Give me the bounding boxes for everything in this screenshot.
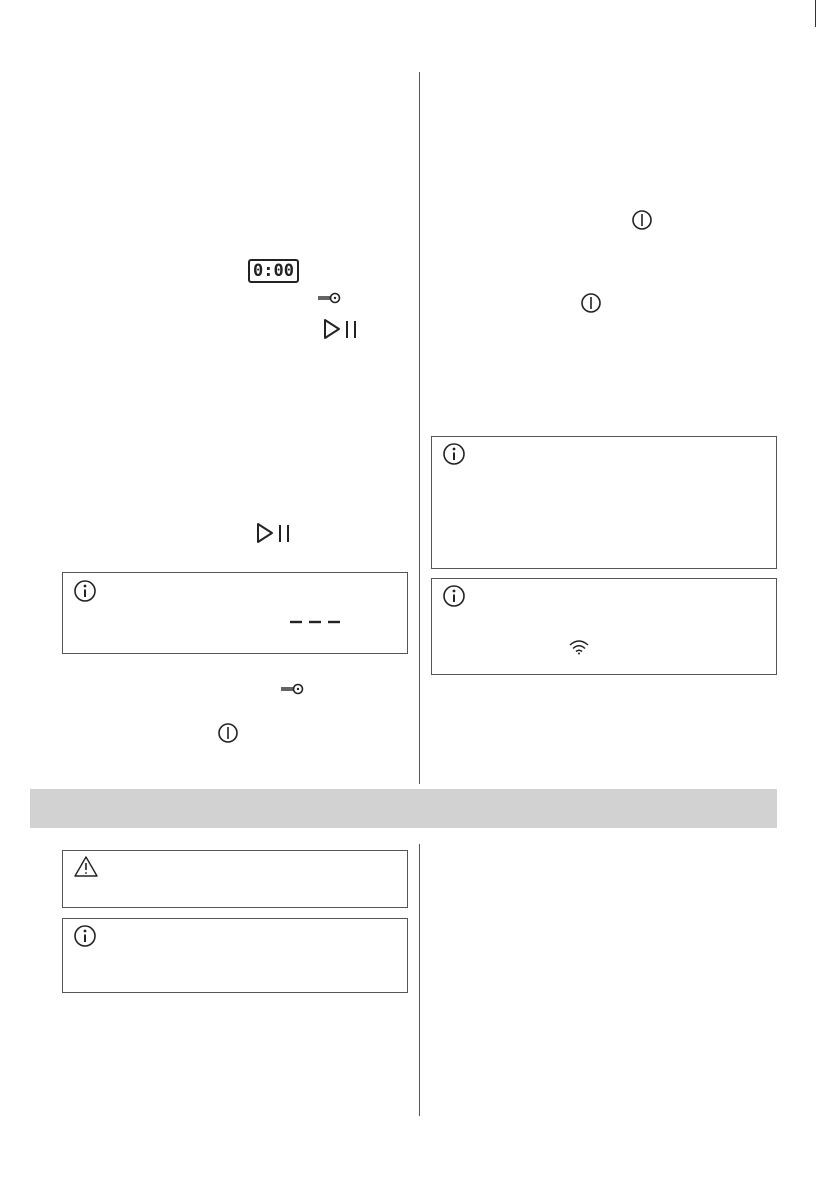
info-icon: [442, 584, 466, 608]
display-time-text: 0:00: [248, 259, 299, 283]
info-note-box: [431, 436, 777, 569]
triple-dash-icon: [289, 619, 341, 625]
start-pause-icon: [255, 522, 293, 544]
door-lock-key-icon: [317, 292, 341, 304]
door-lock-key-icon: [280, 683, 304, 695]
info-note-box: [431, 578, 777, 675]
time-display-icon: [248, 262, 299, 281]
wifi-icon: [568, 639, 590, 655]
start-pause-icon: [322, 318, 360, 340]
warning-icon: [73, 855, 99, 878]
section-heading-band: [30, 789, 777, 828]
column-divider-lower: [419, 844, 420, 1116]
on-off-icon: [631, 209, 653, 231]
info-note-box: [62, 918, 408, 993]
info-icon: [73, 924, 97, 948]
info-icon: [442, 442, 466, 466]
info-icon: [73, 579, 97, 603]
on-off-icon: [217, 722, 239, 744]
on-off-icon: [580, 292, 602, 314]
info-note-box: [62, 572, 408, 654]
column-divider-upper: [419, 72, 420, 784]
page-edge-mark: [815, 0, 816, 27]
warning-note-box: [62, 850, 408, 908]
